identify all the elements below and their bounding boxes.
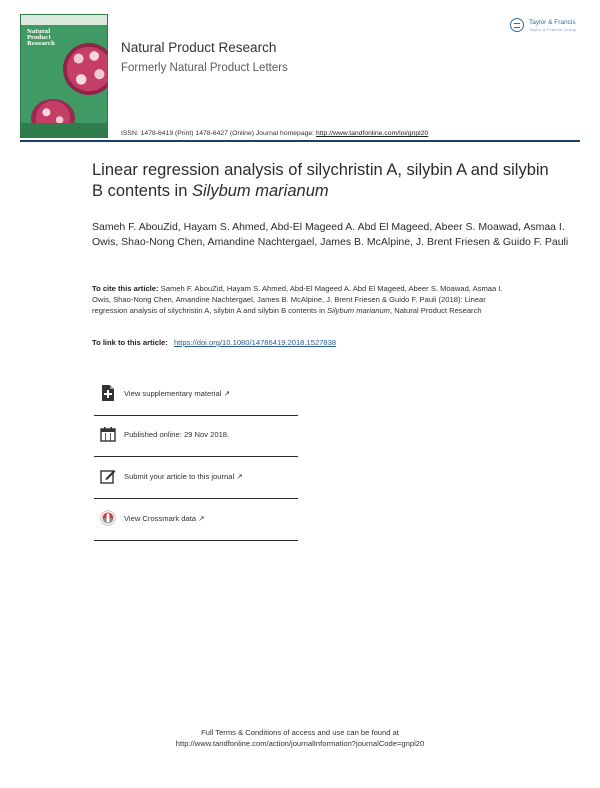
header-divider <box>20 140 580 142</box>
external-link-icon: ↗ <box>236 472 243 481</box>
journal-former-name: Formerly Natural Product Letters <box>121 62 288 74</box>
publisher-logo[interactable] <box>510 16 590 40</box>
citation-label: To cite this article: <box>92 284 159 293</box>
issn-text: ISSN: 1478-6419 (Print) 1478-6427 (Online) Journal homepage: <box>121 130 315 137</box>
edit-pencil-icon <box>100 468 116 484</box>
external-link-icon: ↗ <box>223 389 230 398</box>
calendar-icon <box>100 426 116 442</box>
link-label: To link to this article: <box>92 338 168 347</box>
document-plus-icon <box>100 385 116 401</box>
article-title-main: Linear regression analysis of silychristin A, silybin A and silybin B contents in <box>92 161 549 200</box>
article-title <box>92 160 562 202</box>
published-online-row <box>94 416 298 457</box>
citation-journal: , Natural Product Research <box>390 306 482 315</box>
publisher-tagline: Taylor & Francis Group <box>529 27 577 32</box>
journal-cover-image <box>20 14 108 138</box>
cover-title: Natural Product Research <box>27 29 55 47</box>
crossmark-link[interactable] <box>94 500 298 541</box>
article-link-line <box>92 338 336 347</box>
publisher-logo-icon <box>510 18 524 32</box>
citation-text: Sameh F. AbouZid, Hayam S. Ahmed, Abd-El Mageed A. Abd El Mageed, Abeer S. Moawad, Asmaa I. Owis, Shao-Nong Chen, Amandine Nachtergael, James B. McAlpine, J. Brent Friesen & Guido F. Pauli (2018): Linear regression analysis of silychristin A, silybin A and silybin B contents in <box>92 284 503 315</box>
crossmark-icon <box>100 510 116 526</box>
journal-name: Natural Product Research <box>121 40 277 55</box>
crossmark-label: View Crossmark data ↗ <box>124 514 205 523</box>
article-authors: Sameh F. AbouZid, Hayam S. Ahmed, Abd-El Mageed A. Abd El Mageed, Abeer S. Moawad, Asmaa I. Owis, Shao-Nong Chen, Amandine Nachtergael, James B. McAlpine, J. Brent Friesen & Guido F. Pauli <box>92 221 569 248</box>
article-title-species: Silybum marianum <box>191 182 329 200</box>
terms-footer <box>100 727 500 749</box>
external-link-icon: ↗ <box>198 514 205 523</box>
terms-url[interactable]: http://www.tandfonline.com/action/journalInformation?journalCode=gnpl20 <box>175 739 425 748</box>
supplementary-material-link[interactable] <box>94 375 298 416</box>
doi-link[interactable]: https://doi.org/10.1080/14786419.2018.1527838 <box>173 338 337 347</box>
published-online-date: Published online: 29 Nov 2018. <box>124 430 230 439</box>
citation-species: Silybum marianum <box>327 306 390 315</box>
publisher-name: Taylor & Francis <box>529 19 576 26</box>
terms-text: Full Terms & Conditions of access and use can be found at <box>201 728 399 737</box>
citation-block <box>92 283 522 316</box>
issn-line <box>121 130 428 137</box>
submit-article-label: Submit your article to this journal ↗ <box>124 472 243 481</box>
submit-article-link[interactable] <box>94 458 298 499</box>
journal-homepage-link[interactable]: http://www.tandfonline.com/loi/gnpl20 <box>315 130 429 137</box>
supplementary-material-label: View supplementary material ↗ <box>124 389 230 398</box>
